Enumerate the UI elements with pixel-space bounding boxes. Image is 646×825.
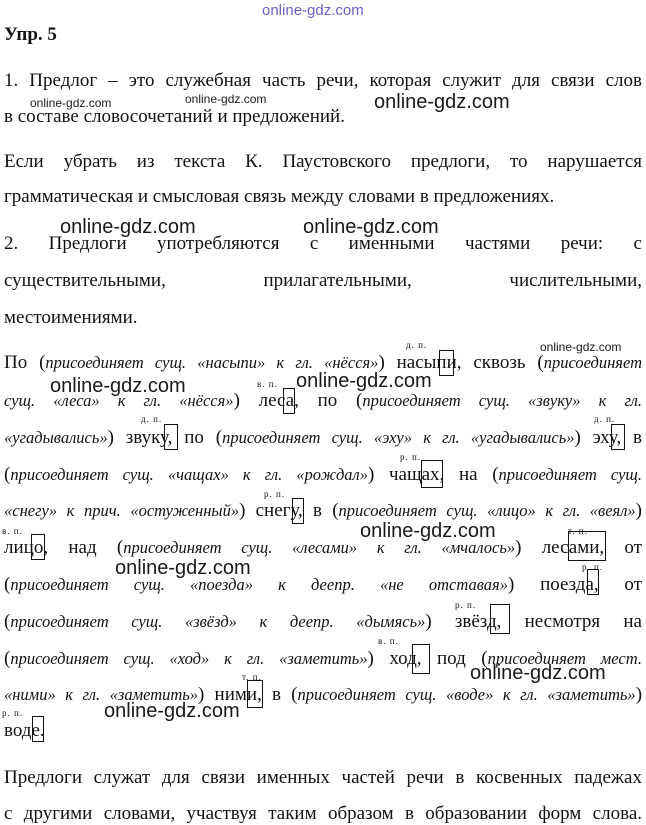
analysis-line: «угадывались») звуку, по (присоединяет сущ. «эху» к гл. «угадывались») эху, в: [4, 427, 643, 448]
ending-box: [292, 498, 304, 524]
case-mark: р. п.: [582, 562, 604, 572]
case-mark: в. п.: [2, 526, 23, 536]
watermark: online-gdz.com: [104, 700, 240, 722]
watermark: online-gdz.com: [30, 96, 112, 110]
watermark: online-gdz.com: [115, 557, 251, 579]
paragraph-line: 1. Предлог – это служебная часть речи, которая служит для связи слов: [4, 70, 642, 91]
ending-box: [490, 604, 510, 634]
paragraph-line: Предлоги служат для связи именных частей речи в косвенных падежах: [4, 767, 642, 788]
paragraph-line: грамматическая и смысловая связь между словами в предложениях.: [4, 186, 555, 207]
analysis-line: (присоединяет сущ. «звёзд» к деепр. «дымясь») звёзд, несмотря на: [4, 611, 642, 632]
watermark: online-gdz.com: [262, 2, 364, 19]
ending-box: [439, 350, 454, 376]
analysis-line: (присоединяет сущ. «чащах» к гл. «рождал») чащах, на (присоединяет сущ.: [4, 464, 642, 485]
watermark: online-gdz.com: [60, 216, 196, 238]
case-mark: д. п.: [406, 340, 428, 350]
watermark: online-gdz.com: [296, 370, 432, 392]
paragraph-line: существительными, прилагательными, числительными,: [4, 270, 642, 291]
case-mark: т. п.: [242, 672, 262, 682]
case-mark: д. п.: [141, 414, 163, 424]
ending-box: [31, 534, 45, 560]
case-mark: т. п.: [568, 526, 588, 536]
analysis-line: лицо, над (присоединяет сущ. «лесами» к гл. «мчалось») лесами, от: [4, 537, 642, 558]
analysis-line: (присоединяет сущ. «ход» к гл. «заметить») ход, под (присоединяет мест.: [4, 648, 642, 669]
case-mark: р. п.: [264, 489, 286, 499]
ending-box: [164, 424, 178, 450]
watermark: online-gdz.com: [185, 92, 267, 106]
paragraph-line: 2. Предлоги употребляются с именными частями речи: с: [4, 233, 642, 254]
paragraph-line: с другими словами, участвуя таким образом в образовании форм слова.: [4, 803, 642, 824]
analysis-line: сущ. «леса» к гл. «нёсся») леса, по (присоединяет сущ. «звуку» к гл.: [4, 390, 643, 411]
watermark: online-gdz.com: [540, 340, 622, 354]
ending-box: [568, 531, 606, 561]
watermark: online-gdz.com: [374, 91, 510, 113]
watermark: online-gdz.com: [470, 662, 606, 684]
analysis-line: «ними» к гл. «заметить») ними, в (присоединяет сущ. «воде» к гл. «заметить»): [4, 684, 643, 705]
analysis-line: По (присоединяет сущ. «насыпи» к гл. «нёсся») насыпи, сквозь (присоединяет: [4, 352, 642, 373]
case-mark: р. п.: [400, 452, 422, 462]
ending-box: [611, 424, 625, 450]
ending-box: [412, 644, 430, 674]
paragraph-line: Если убрать из текста К. Паустовского предлоги, то нарушается: [4, 151, 642, 172]
paragraph-line: местоимениями.: [4, 307, 138, 328]
ending-box: [421, 460, 443, 488]
analysis-line: (присоединяет сущ. «поезда» к деепр. «не отставая») поезда, от: [4, 574, 642, 595]
paragraph-line: в составе словосочетаний и предложений.: [4, 106, 345, 127]
case-mark: в. п.: [378, 636, 399, 646]
ending-box: [32, 716, 44, 742]
ending-box: [587, 569, 599, 595]
case-mark: р. п.: [2, 708, 24, 718]
ending-box: [247, 680, 263, 708]
watermark: online-gdz.com: [360, 520, 496, 542]
analysis-line: «снегу» к прич. «остуженный») снегу, в (присоединяет сущ. «лицо» к гл. «веял»): [4, 500, 642, 521]
analysis-line: воде.: [4, 720, 45, 741]
exercise-title: Упр. 5: [4, 24, 57, 45]
watermark: online-gdz.com: [50, 375, 186, 397]
watermark: online-gdz.com: [303, 216, 439, 238]
ending-box: [283, 388, 295, 414]
case-mark: р. п.: [455, 600, 477, 610]
case-mark: в. п.: [257, 379, 278, 389]
case-mark: д. п.: [594, 414, 616, 424]
